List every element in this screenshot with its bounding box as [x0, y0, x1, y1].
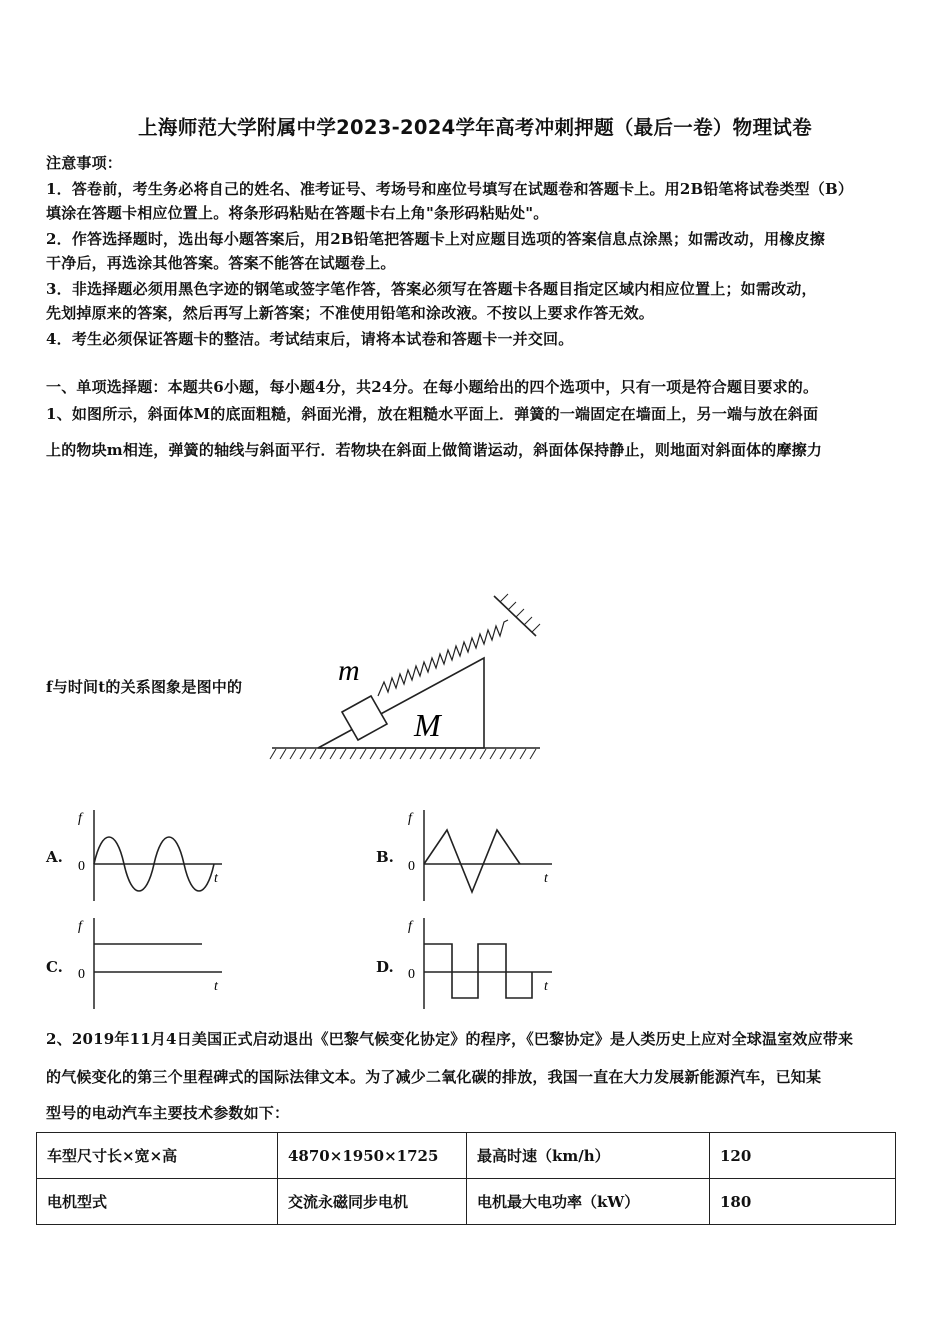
option-a-axis-f: f [78, 811, 82, 826]
q2-line-1: 2、2019年11月4日美国正式启动退出《巴黎气候变化协定》的程序，《巴黎协定》是人类历史上应对全球温室效应带来 [46, 1030, 854, 1048]
table-cell: 120 [710, 1133, 896, 1179]
option-a-axis-zero: 0 [78, 859, 85, 874]
note-line-1: 1．答卷前，考生务必将自己的姓名、准考证号、考场号和座位号填写在试题卷和答题卡上。用2B铅笔将试卷类型（B） [46, 180, 854, 198]
table-row [37, 1179, 896, 1225]
option-c-graph[interactable] [72, 914, 232, 1024]
table-cell: 180 [710, 1179, 896, 1225]
q2-line-3: 型号的电动汽车主要技术参数如下： [46, 1104, 290, 1122]
exam-title: 上海师范大学附属中学2023-2024学年高考冲刺押题（最后一卷）物理试卷 [138, 116, 812, 139]
table-cell: 最高时速（km/h） [467, 1133, 710, 1179]
section1-heading: 一、单项选择题：本题共6小题，每小题4分，共24分。在每小题给出的四个选项中，只有一项是符合题目要求的。 [46, 378, 819, 396]
table-cell: 电机最大电功率（kW） [467, 1179, 710, 1225]
notes-heading: 注意事项： [46, 154, 123, 172]
option-c-label[interactable]: C. [46, 958, 63, 976]
option-c-axis-t: t [214, 979, 218, 994]
note-line-5: 3．非选择题必须用黑色字迹的钢笔或签字笔作答，答案必须写在答题卡各题目指定区域内相应位置上；如需改动， [46, 280, 817, 298]
option-d-axis-t: t [544, 979, 548, 994]
table-cell: 车型尺寸长×宽×高 [37, 1133, 278, 1179]
option-b-graph[interactable] [402, 806, 562, 916]
option-a-axis-t: t [214, 871, 218, 886]
note-line-4: 干净后，再选涂其他答案。答案不能答在试题卷上。 [46, 254, 396, 272]
table-row [37, 1133, 896, 1179]
ev-spec-table [36, 1132, 896, 1225]
option-b-axis-t: t [544, 871, 548, 886]
option-a-graph[interactable] [72, 806, 232, 916]
q1-line-3: f与时间t的关系图象是图中的 [46, 678, 243, 696]
option-c-axis-f: f [78, 919, 82, 934]
incline-spring-figure [268, 578, 548, 768]
mass-M-label: M [414, 707, 441, 743]
option-b-axis-zero: 0 [408, 859, 415, 874]
note-line-7: 4．考生必须保证答题卡的整洁。考试结束后，请将本试卷和答题卡一并交回。 [46, 330, 574, 348]
q1-line-1: 1、如图所示，斜面体M的底面粗糙，斜面光滑，放在粗糙水平面上．弹簧的一端固定在墙面上，另一端与放在斜面 [46, 405, 819, 423]
q2-line-2: 的气候变化的第三个里程碑式的国际法律文本。为了减少二氧化碳的排放，我国一直在大力发展新能源汽车，已知某 [46, 1068, 822, 1086]
note-line-2: 填涂在答题卡相应位置上。将条形码粘贴在答题卡右上角"条形码粘贴处"。 [46, 204, 549, 222]
table-cell: 电机型式 [37, 1179, 278, 1225]
option-a-label[interactable]: A. [46, 848, 63, 866]
q1-line-2: 上的物块m相连，弹簧的轴线与斜面平行．若物块在斜面上做简谐运动，斜面体保持静止，则地面对斜面体的摩擦力 [46, 441, 823, 459]
option-b-label[interactable]: B. [376, 848, 394, 866]
option-d-axis-zero: 0 [408, 967, 415, 982]
mass-m-label: m [338, 654, 360, 687]
option-d-label[interactable]: D. [376, 958, 394, 976]
note-line-3: 2．作答选择题时，选出每小题答案后，用2B铅笔把答题卡上对应题目选项的答案信息点涂黑；如需改动，用橡皮擦 [46, 230, 825, 248]
table-cell: 4870×1950×1725 [278, 1133, 467, 1179]
option-d-axis-f: f [408, 919, 412, 934]
option-d-graph[interactable] [402, 914, 562, 1024]
table-cell: 交流永磁同步电机 [278, 1179, 467, 1225]
option-b-axis-f: f [408, 811, 412, 826]
note-line-6: 先划掉原来的答案，然后再写上新答案；不准使用铅笔和涂改液。不按以上要求作答无效。 [46, 304, 655, 322]
option-b-triangle-wave [424, 830, 520, 892]
option-c-axis-zero: 0 [78, 967, 85, 982]
